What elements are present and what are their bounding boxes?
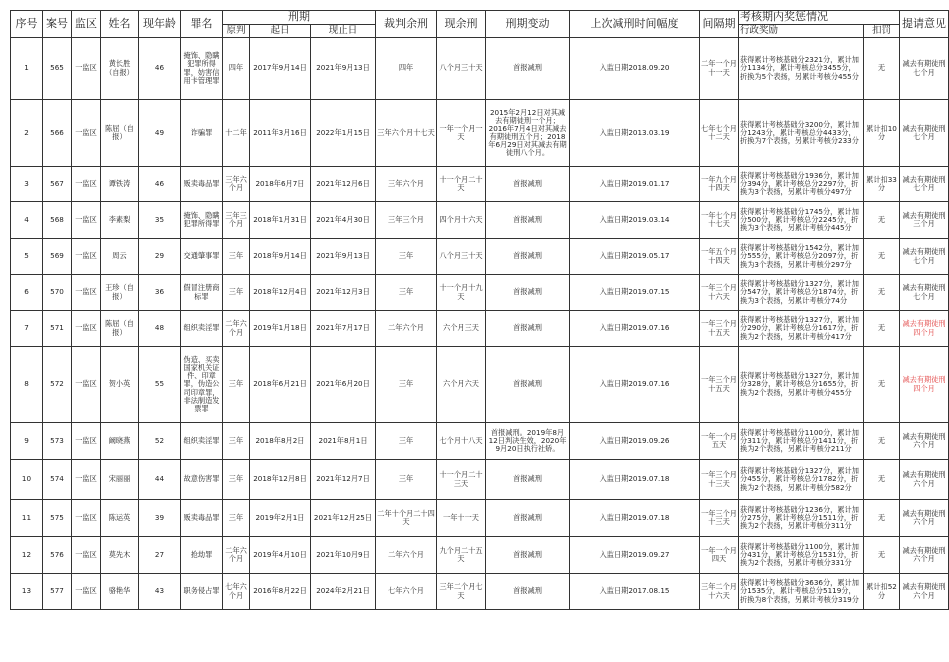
cell-end-date: 2021年12月3日 (311, 275, 376, 311)
cell-interval: 一年五个月十四天 (700, 239, 739, 275)
cell-term-change: 首报减刑 (486, 239, 570, 275)
cell-area: 一监区 (72, 275, 101, 311)
cell-last-reduction: 入监日期2019.09.27 (570, 537, 700, 574)
cell-admin-reward: 获得累计考核基础分1100分，累计加分431分，累计考核总分1531分，折换为2个表扬，另累计考核分331分 (739, 537, 864, 574)
cell-seq: 2 (11, 100, 43, 167)
cell-deduction: 无 (864, 537, 900, 574)
table-row (11, 275, 949, 311)
table-body (11, 38, 949, 610)
header-remaining-at-ruling: 裁判余刑 (376, 11, 437, 38)
cell-proposal: 减去有期徒刑三个月 (900, 202, 949, 239)
cell-end-date: 2021年12月25日 (311, 500, 376, 537)
cell-interval: 七年七个月十二天 (700, 100, 739, 167)
cell-case-no: 566 (43, 100, 72, 167)
cell-proposal: 减去有期徒刑四个月 (900, 311, 949, 347)
cell-case-no: 567 (43, 167, 72, 202)
header-rewards: 考核期内奖惩情况 (739, 11, 900, 25)
cell-deduction: 累计扣33分 (864, 167, 900, 202)
cell-crime: 交通肇事罪 (181, 239, 223, 275)
cell-age: 48 (139, 311, 181, 347)
header-last-reduction: 上次减刑时间幅度 (570, 11, 700, 38)
cell-end-date: 2021年12月6日 (311, 167, 376, 202)
cell-age: 35 (139, 202, 181, 239)
cell-last-reduction: 入监日期2018.09.20 (570, 38, 700, 100)
cell-crime: 贩卖毒品罪 (181, 167, 223, 202)
cell-term-change: 首报减刑 (486, 167, 570, 202)
cell-area: 一监区 (72, 500, 101, 537)
cell-age: 44 (139, 460, 181, 500)
cell-deduction: 无 (864, 239, 900, 275)
cell-seq: 5 (11, 239, 43, 275)
header-area: 监区 (72, 11, 101, 38)
header-term-end: 现止日 (311, 25, 376, 38)
cell-last-reduction: 入监日期2019.07.18 (570, 500, 700, 537)
cell-deduction: 累计扣52分 (864, 574, 900, 610)
cell-original-term: 三年 (223, 239, 250, 275)
header-admin-reward: 行政奖励 (739, 25, 864, 38)
cell-seq: 3 (11, 167, 43, 202)
header-term-start: 起日 (250, 25, 311, 38)
cell-last-reduction: 入监日期2019.09.26 (570, 423, 700, 460)
cell-end-date: 2021年6月20日 (311, 347, 376, 423)
cell-start-date: 2019年1月18日 (250, 311, 311, 347)
cell-area: 一监区 (72, 537, 101, 574)
cell-crime: 掩饰、隐瞒犯罪所得罪，妨害信用卡管理罪 (181, 38, 223, 100)
cell-admin-reward: 获得累计考核基础分1327分，累计加分328分，累计考核总分1655分，折换为2个表扬，另累计考核分455分 (739, 347, 864, 423)
table-row (11, 100, 949, 167)
cell-term-change: 首报减刑 (486, 275, 570, 311)
cell-admin-reward: 获得累计考核基础分2321分，累计加分1134分，累计考核总分3455分，折换为5个表扬，另累计考核分455分 (739, 38, 864, 100)
cell-remaining-now: 六个月六天 (437, 347, 486, 423)
cell-last-reduction: 入监日期2019.07.18 (570, 460, 700, 500)
cell-original-term: 四年 (223, 38, 250, 100)
header-row-1 (11, 11, 949, 25)
cell-name: 贺小英 (101, 347, 139, 423)
cell-original-term: 三年 (223, 275, 250, 311)
cell-area: 一监区 (72, 347, 101, 423)
cell-interval: 一年三个月十六天 (700, 275, 739, 311)
cell-interval: 一年三个月十三天 (700, 460, 739, 500)
cell-proposal: 减去有期徒刑六个月 (900, 460, 949, 500)
cell-last-reduction: 入监日期2019.07.16 (570, 347, 700, 423)
cell-remaining-at-ruling: 三年六个月十七天 (376, 100, 437, 167)
cell-case-no: 577 (43, 574, 72, 610)
header-remaining-now: 现余刑 (437, 11, 486, 38)
table-row (11, 574, 949, 610)
cell-age: 46 (139, 167, 181, 202)
cell-admin-reward: 获得累计考核基础分1100分，累计加分311分，累计考核总分1411分，折换为2个表扬，另累计考核分211分 (739, 423, 864, 460)
cell-age: 36 (139, 275, 181, 311)
cell-start-date: 2019年4月10日 (250, 537, 311, 574)
cell-name: 陈运英 (101, 500, 139, 537)
cell-proposal: 减去有期徒刑七个月 (900, 167, 949, 202)
cell-case-no: 565 (43, 38, 72, 100)
cell-proposal: 减去有期徒刑七个月 (900, 275, 949, 311)
cell-term-change: 首报减刑 (486, 500, 570, 537)
cell-term-change: 首报减刑 (486, 460, 570, 500)
cell-interval: 三年二个月十六天 (700, 574, 739, 610)
table-row (11, 167, 949, 202)
cell-interval: 一年一个月四天 (700, 537, 739, 574)
cell-remaining-now: 四个月十六天 (437, 202, 486, 239)
cell-interval: 一年九个月十四天 (700, 167, 739, 202)
cell-deduction: 无 (864, 202, 900, 239)
cell-admin-reward: 获得累计考核基础分3200分，累计加分1243分，累计考核总分4433分，折换为7个表扬，另累计考核分233分 (739, 100, 864, 167)
cell-seq: 11 (11, 500, 43, 537)
cell-term-change: 首报减刑 (486, 347, 570, 423)
cell-remaining-now: 八个月三十天 (437, 239, 486, 275)
document-page (10, 10, 949, 610)
cell-original-term: 三年六个月 (223, 167, 250, 202)
cell-admin-reward: 获得累计考核基础分1327分，累计加分547分，累计考核总分1874分，折换为3个表扬，另累计考核分74分 (739, 275, 864, 311)
cell-start-date: 2011年3月16日 (250, 100, 311, 167)
cell-remaining-at-ruling: 四年 (376, 38, 437, 100)
cell-proposal: 减去有期徒刑七个月 (900, 100, 949, 167)
cell-original-term: 二年六个月 (223, 537, 250, 574)
header-age: 现年龄 (139, 11, 181, 38)
cell-seq: 4 (11, 202, 43, 239)
cell-seq: 9 (11, 423, 43, 460)
table-row (11, 239, 949, 275)
cell-remaining-now: 一年一个月一天 (437, 100, 486, 167)
cell-seq: 6 (11, 275, 43, 311)
cell-deduction: 无 (864, 347, 900, 423)
cell-seq: 1 (11, 38, 43, 100)
header-interval: 间隔期 (700, 11, 739, 38)
cell-area: 一监区 (72, 423, 101, 460)
cell-remaining-now: 八个月三十天 (437, 38, 486, 100)
cell-last-reduction: 入监日期2019.07.16 (570, 311, 700, 347)
cell-remaining-at-ruling: 七年六个月 (376, 574, 437, 610)
table-row (11, 202, 949, 239)
cell-remaining-at-ruling: 三年 (376, 239, 437, 275)
cell-proposal: 减去有期徒刑六个月 (900, 537, 949, 574)
cell-deduction: 无 (864, 275, 900, 311)
cell-end-date: 2021年10月9日 (311, 537, 376, 574)
cell-start-date: 2018年12月8日 (250, 460, 311, 500)
cell-age: 49 (139, 100, 181, 167)
table-row (11, 423, 949, 460)
cell-remaining-now: 三年二个月七天 (437, 574, 486, 610)
cell-proposal: 减去有期徒刑四个月 (900, 347, 949, 423)
cell-area: 一监区 (72, 311, 101, 347)
cell-term-change: 首报减刑 (486, 537, 570, 574)
cell-crime: 诈骗罪 (181, 100, 223, 167)
cell-crime: 组织卖淫罪 (181, 423, 223, 460)
cell-admin-reward: 获得累计考核基础分1327分，累计加分290分，累计考核总分1617分，折换为2个表扬，另累计考核分417分 (739, 311, 864, 347)
cell-start-date: 2016年8月22日 (250, 574, 311, 610)
cell-proposal: 减去有期徒刑六个月 (900, 500, 949, 537)
cell-area: 一监区 (72, 167, 101, 202)
cell-end-date: 2021年9月13日 (311, 38, 376, 100)
cell-proposal: 减去有期徒刑六个月 (900, 574, 949, 610)
cell-case-no: 569 (43, 239, 72, 275)
cell-age: 29 (139, 239, 181, 275)
cell-name: 陈屈（自报） (101, 100, 139, 167)
cell-end-date: 2021年9月13日 (311, 239, 376, 275)
cell-deduction: 无 (864, 38, 900, 100)
cell-start-date: 2018年1月31日 (250, 202, 311, 239)
cell-name: 宋丽丽 (101, 460, 139, 500)
cell-term-change: 首报减刑 (486, 202, 570, 239)
cell-remaining-now: 九个月二十五天 (437, 537, 486, 574)
cell-original-term: 三年 (223, 423, 250, 460)
cell-seq: 8 (11, 347, 43, 423)
cell-remaining-at-ruling: 三年 (376, 275, 437, 311)
cell-crime: 组织卖淫罪 (181, 311, 223, 347)
header-term-change: 刑期变动 (486, 11, 570, 38)
cell-end-date: 2021年7月17日 (311, 311, 376, 347)
cell-interval: 二年一个月十一天 (700, 38, 739, 100)
cell-area: 一监区 (72, 239, 101, 275)
cell-remaining-now: 十一个月二十三天 (437, 460, 486, 500)
cell-area: 一监区 (72, 460, 101, 500)
table-row (11, 500, 949, 537)
cell-remaining-at-ruling: 三年 (376, 423, 437, 460)
header-name: 姓名 (101, 11, 139, 38)
cell-interval: 一年三个月十三天 (700, 500, 739, 537)
cell-interval: 一年一个月五天 (700, 423, 739, 460)
cell-term-change: 首报减刑 (486, 38, 570, 100)
cell-end-date: 2021年4月30日 (311, 202, 376, 239)
cell-remaining-now: 十一个月十九天 (437, 275, 486, 311)
cell-deduction: 累计扣10分 (864, 100, 900, 167)
cell-age: 43 (139, 574, 181, 610)
header-proposal: 提请意见 (900, 11, 949, 38)
cell-end-date: 2024年2月21日 (311, 574, 376, 610)
cell-remaining-now: 七个月十八天 (437, 423, 486, 460)
cell-end-date: 2021年12月7日 (311, 460, 376, 500)
cell-remaining-now: 十一个月二十天 (437, 167, 486, 202)
cell-age: 39 (139, 500, 181, 537)
cell-remaining-now: 六个月三天 (437, 311, 486, 347)
cell-deduction: 无 (864, 423, 900, 460)
cell-seq: 13 (11, 574, 43, 610)
cell-deduction: 无 (864, 311, 900, 347)
cell-case-no: 575 (43, 500, 72, 537)
cell-last-reduction: 入监日期2019.07.15 (570, 275, 700, 311)
cell-interval: 一年七个月十七天 (700, 202, 739, 239)
cell-term-change: 首报减刑 (486, 311, 570, 347)
cell-original-term: 二年六个月 (223, 311, 250, 347)
cell-crime: 故意伤害罪 (181, 460, 223, 500)
cell-area: 一监区 (72, 574, 101, 610)
cell-remaining-at-ruling: 三年三个月 (376, 202, 437, 239)
header-crime: 罪名 (181, 11, 223, 38)
cell-end-date: 2022年1月15日 (311, 100, 376, 167)
cell-start-date: 2019年2月1日 (250, 500, 311, 537)
cell-remaining-at-ruling: 三年 (376, 347, 437, 423)
cell-proposal: 减去有期徒刑六个月 (900, 423, 949, 460)
table-row (11, 38, 949, 100)
cell-crime: 抢劫罪 (181, 537, 223, 574)
cell-case-no: 568 (43, 202, 72, 239)
cell-crime: 掩饰、隐瞒犯罪所得罪 (181, 202, 223, 239)
cell-age: 55 (139, 347, 181, 423)
cell-admin-reward: 获得累计考核基础分1327分，累计加分455分，累计考核总分1782分，折换为2个表扬，另累计考核分582分 (739, 460, 864, 500)
cell-remaining-at-ruling: 二年十个月二十四天 (376, 500, 437, 537)
cell-start-date: 2018年12月4日 (250, 275, 311, 311)
cell-crime: 职务侵占罪 (181, 574, 223, 610)
cell-seq: 7 (11, 311, 43, 347)
cell-term-change: 2015年2月12日对其减去有期徒刑一个月；2016年7月4日对其减去有期徒刑五个月；2018年6月29日对其减去有期徒刑八个月。 (486, 100, 570, 167)
cell-area: 一监区 (72, 100, 101, 167)
cell-area: 一监区 (72, 202, 101, 239)
cell-original-term: 三年 (223, 347, 250, 423)
commutation-table (10, 10, 949, 610)
cell-end-date: 2021年8月1日 (311, 423, 376, 460)
cell-last-reduction: 入监日期2017.08.15 (570, 574, 700, 610)
cell-start-date: 2018年9月14日 (250, 239, 311, 275)
header-deduction: 扣罚 (864, 25, 900, 38)
cell-name: 谭铁涛 (101, 167, 139, 202)
cell-age: 46 (139, 38, 181, 100)
cell-crime: 贩卖毒品罪 (181, 500, 223, 537)
header-case-no: 案号 (43, 11, 72, 38)
cell-deduction: 无 (864, 460, 900, 500)
header-term-original: 原判 (223, 25, 250, 38)
cell-start-date: 2018年8月2日 (250, 423, 311, 460)
cell-name: 周云 (101, 239, 139, 275)
cell-last-reduction: 入监日期2019.03.14 (570, 202, 700, 239)
cell-term-change: 首报减刑 (486, 574, 570, 610)
cell-remaining-at-ruling: 二年六个月 (376, 311, 437, 347)
cell-name: 莫先木 (101, 537, 139, 574)
cell-seq: 12 (11, 537, 43, 574)
cell-start-date: 2017年9月14日 (250, 38, 311, 100)
cell-case-no: 571 (43, 311, 72, 347)
table-row (11, 460, 949, 500)
cell-original-term: 七年六个月 (223, 574, 250, 610)
cell-last-reduction: 入监日期2019.01.17 (570, 167, 700, 202)
cell-admin-reward: 获得累计考核基础分1936分，累计加分394分，累计考核总分2297分，折换为3个表扬，另累计考核分497分 (739, 167, 864, 202)
cell-proposal: 减去有期徒刑七个月 (900, 38, 949, 100)
cell-case-no: 570 (43, 275, 72, 311)
cell-crime: 假冒注册商标罪 (181, 275, 223, 311)
header-seq: 序号 (11, 11, 43, 38)
cell-remaining-at-ruling: 三年六个月 (376, 167, 437, 202)
cell-case-no: 572 (43, 347, 72, 423)
cell-case-no: 574 (43, 460, 72, 500)
cell-seq: 10 (11, 460, 43, 500)
cell-start-date: 2018年6月7日 (250, 167, 311, 202)
cell-name: 骆艳华 (101, 574, 139, 610)
cell-term-change: 首报减刑。2019年8月12日判决生效，2020年9月20日执行社矫。 (486, 423, 570, 460)
cell-start-date: 2018年6月21日 (250, 347, 311, 423)
cell-original-term: 三年 (223, 460, 250, 500)
cell-deduction: 无 (864, 500, 900, 537)
cell-admin-reward: 获得累计考核基础分1236分，累计加分275分，累计考核总分1511分，折换为2个表扬，另累计考核分311分 (739, 500, 864, 537)
cell-original-term: 三年 (223, 500, 250, 537)
cell-name: 黄长胜（自报） (101, 38, 139, 100)
cell-interval: 一年三个月十五天 (700, 311, 739, 347)
header-term: 刑期 (223, 11, 376, 25)
cell-last-reduction: 入监日期2019.05.17 (570, 239, 700, 275)
cell-name: 阚晓燕 (101, 423, 139, 460)
cell-age: 52 (139, 423, 181, 460)
cell-remaining-at-ruling: 三年 (376, 460, 437, 500)
cell-remaining-now: 一年十一天 (437, 500, 486, 537)
cell-name: 李素梨 (101, 202, 139, 239)
cell-crime: 伪造、买卖国家机关证件、印章罪，伪造公司印章罪，非法制造发票罪 (181, 347, 223, 423)
cell-area: 一监区 (72, 38, 101, 100)
cell-admin-reward: 获得累计考核基础分1745分，累计加分500分，累计考核总分2245分，折换为3个表扬，另累计考核分445分 (739, 202, 864, 239)
table-row (11, 311, 949, 347)
table-row (11, 537, 949, 574)
cell-age: 27 (139, 537, 181, 574)
cell-original-term: 十二年 (223, 100, 250, 167)
cell-case-no: 576 (43, 537, 72, 574)
cell-admin-reward: 获得累计考核基础分3636分，累计加分1535分，累计考核总分5119分，折换为8个表扬，另累计考核分319分 (739, 574, 864, 610)
cell-original-term: 三年三个月 (223, 202, 250, 239)
cell-name: 王珍（自报） (101, 275, 139, 311)
cell-interval: 一年三个月十五天 (700, 347, 739, 423)
cell-case-no: 573 (43, 423, 72, 460)
cell-name: 陈屈（自报） (101, 311, 139, 347)
cell-admin-reward: 获得累计考核基础分1542分，累计加分555分，累计考核总分2097分，折换为3个表扬，另累计考核分297分 (739, 239, 864, 275)
cell-proposal: 减去有期徒刑七个月 (900, 239, 949, 275)
cell-last-reduction: 入监日期2013.03.19 (570, 100, 700, 167)
cell-remaining-at-ruling: 二年六个月 (376, 537, 437, 574)
table-row (11, 347, 949, 423)
